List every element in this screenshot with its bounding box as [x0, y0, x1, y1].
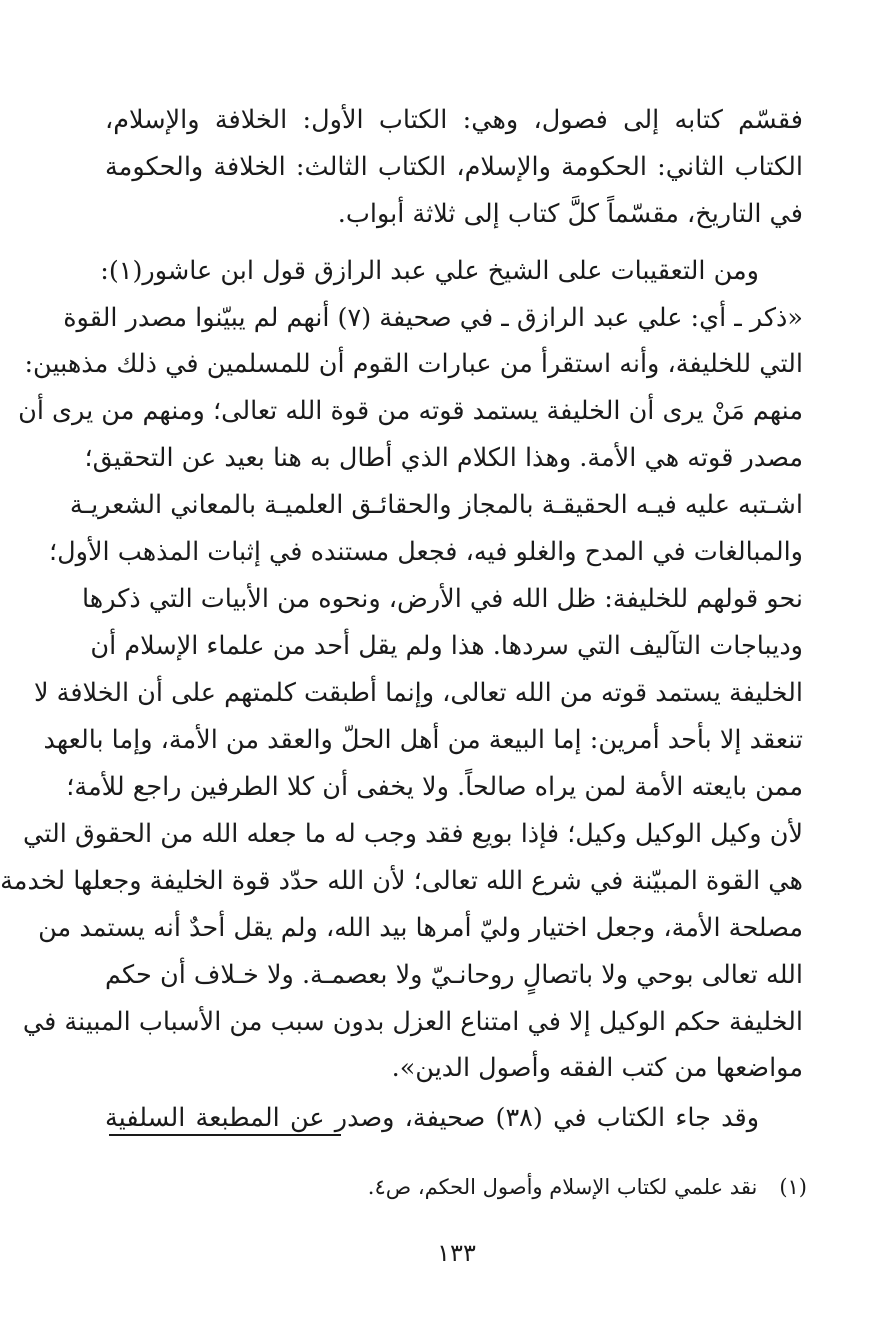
footnote-separator [109, 1134, 341, 1136]
body-line-8: مصدر قوته هي الأمة. وهذا الكلام الذي أطال به هنا بعيد عن التحقيق؛ [84, 443, 803, 473]
body-line-7: منهم مَنْ يرى أن الخليفة يستمد قوته من قوة الله تعالى؛ ومنهم من يرى أن [18, 396, 803, 426]
body-line-3: في التاريخ، مقسّماً كلَّ كتاب إلى ثلاثة أبواب. [337, 199, 803, 229]
body-line-1: فقسّم كتابه إلى فصول، وهي: الكتاب الأول: الخلافة والإسلام، [105, 105, 803, 135]
body-line-15: ممن بايعته الأمة لمن يراه صالحاً. ولا يخفى أن كلا الطرفين راجع للأمة؛ [66, 772, 803, 802]
body-line-2: الكتاب الثاني: الحكومة والإسلام، الكتاب الثالث: الخلافة والحكومة [105, 152, 803, 182]
footnote-text: نقد علمي لكتاب الإسلام وأصول الحكم، ص٤. [367, 1175, 758, 1199]
footnote [368, 1171, 807, 1203]
body-line-5: «ذكر ـ أي: علي عبد الرازق ـ في صحيفة (٧) أنهم لم يبيّنوا مصدر القوة [63, 303, 803, 333]
body-line-20: الخليفة حكم الوكيل إلا في امتناع العزل بدون سبب من الأسباب المبينة في [22, 1007, 803, 1037]
body-line-6: التي للخليفة، وأنه استقرأ من عبارات القوم أن للمسلمين في ذلك مذهبين: [24, 349, 803, 379]
footnote-mark: (١) [779, 1175, 807, 1199]
body-line-22: وقد جاء الكتاب في (٣٨) صحيفة، وصدر عن المطبعة السلفية [105, 1103, 760, 1133]
body-line-9: اشـتبه عليه فيـه الحقيقـة بالمجاز والحقائـق العلميـة بالمعاني الشعريـة [69, 490, 803, 520]
page-number: ١٣٣ [437, 1239, 476, 1267]
body-line-4: ومن التعقيبات على الشيخ علي عبد الرازق قول ابن عاشور(١): [100, 256, 759, 286]
body-line-21: مواضعها من كتب الفقه وأصول الدين». [391, 1053, 803, 1083]
body-line-18: مصلحة الأمة، وجعل اختيار وليّ أمرها بيد الله، ولم يقل أحدٌ أنه يستمد من [38, 913, 803, 943]
body-line-14: تنعقد إلا بأحد أمرين: إما البيعة من أهل الحلّ والعقد من الأمة، وإما بالعهد [43, 725, 803, 755]
body-line-16: لأن وكيل الوكيل وكيل؛ فإذا بويع فقد وجب له ما جعله الله من الحقوق التي [23, 819, 803, 849]
body-line-12: وديباجات التآليف التي سردها. هذا ولم يقل أحد من علماء الإسلام أن [90, 631, 803, 661]
body-line-11: نحو قولهم للخليفة: ظل الله في الأرض، ونحوه من الأبيات التي ذكرها [82, 584, 803, 614]
body-line-17: هي القوة المبيّنة في شرع الله تعالى؛ لأن الله حدّد قوة الخليفة وجعلها لخدمة [0, 866, 803, 896]
body-line-13: الخليفة يستمد قوته من الله تعالى، وإنما أطبقت كلمتهم على أن الخلافة لا [34, 678, 803, 708]
body-line-19: الله تعالى بوحي ولا باتصالٍ روحانـيّ ولا بعصمـة. ولا خـلاف أن حكم [105, 960, 803, 990]
body-line-10: والمبالغات في المدح والغلو فيه، فجعل مستنده في إثبات المذهب الأول؛ [49, 537, 803, 567]
